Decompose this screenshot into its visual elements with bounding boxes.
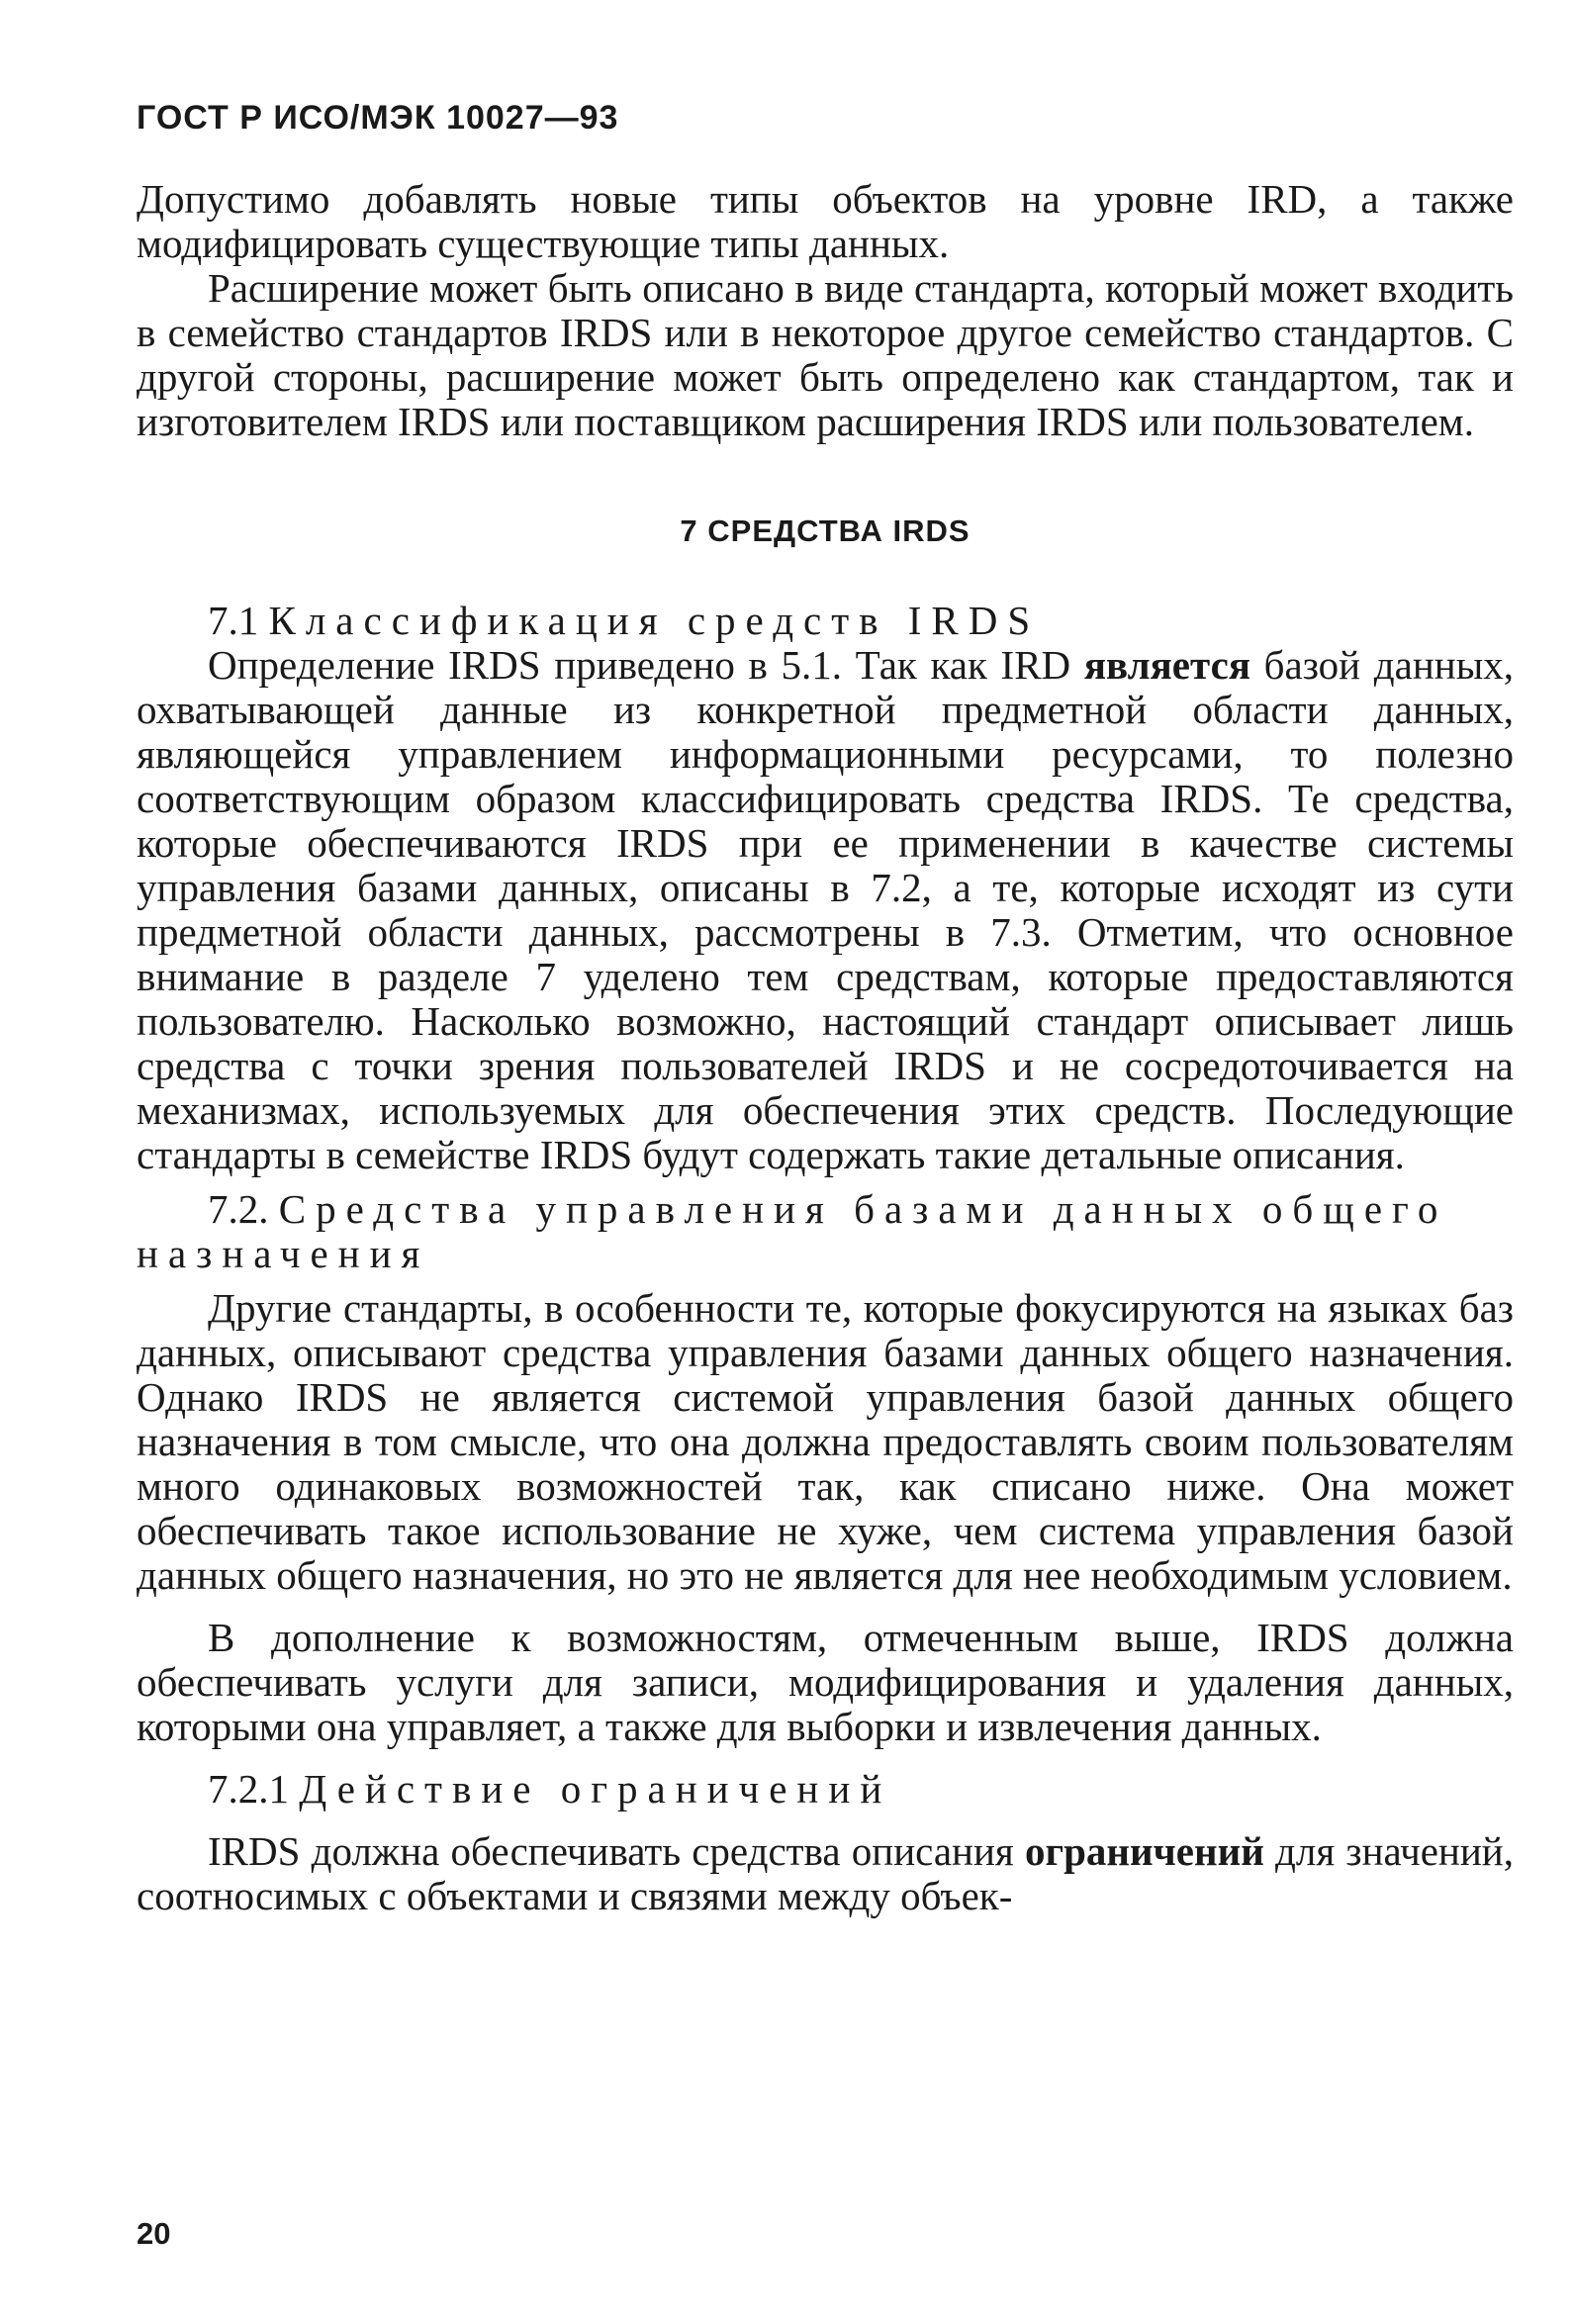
subsection-7-1-heading: [137, 599, 1514, 643]
subsection-7-2-paragraph-1: Другие стандарты, в особенности те, которые фокусируются на языках баз данных, описывают средства управления базами данных общего назначения. Однако IRDS не является системой управления базой данных общего назначения в том смысле, что она должна предоставлять своим пользователям много одинаковых возможностей так, как списано ниже. Она может обеспечивать такое использование не хуже, чем система управления базой данных общего назначения, но это не является для нее необходимым условием.: [137, 1285, 1514, 1598]
subsection-7-2-1-heading: [137, 1767, 1514, 1812]
subsection-7-2-1-number: 7.2.1: [208, 1766, 289, 1812]
page-number: 20: [137, 2216, 171, 2251]
subsection-7-2-title: Средства управления базами данных общего назначения: [137, 1186, 1448, 1276]
subsection-7-2-heading: [137, 1187, 1514, 1276]
subsection-7-2-1-paragraph: [137, 1829, 1514, 1918]
intro-paragraph-1: Допустимо добавлять новые типы объектов на уровне IRD, а также модифицировать существующие типы данных.: [137, 176, 1514, 266]
para-7-1-start: Определение IRDS приведено в 5.1. Так как IRD: [208, 642, 1084, 688]
subsection-7-1-number: 7.1: [208, 598, 259, 643]
para-7-1-bold: является: [1083, 642, 1250, 688]
subsection-7-1-paragraph: [137, 643, 1514, 1177]
running-head: ГОСТ Р ИСО/МЭК 10027—93: [137, 99, 619, 137]
document-page: [137, 99, 1514, 1918]
subsection-7-1-title: Классификация средств IRDS: [268, 598, 1041, 643]
para-7-1-rest: базой данных, охватывающей данные из конкретной предметной области данных, являющейся управлением информационными ресурсами, то полезно соответствующим образом классифицировать средства IRDS. Те средства, которые обеспечиваются IRDS при ее применении в качестве системы управления базами данных, описаны в 7.2, а те, которые исходят из сути предметной области данных, рассмотрены в 7.3. Отметим, что основное внимание в разделе 7 уделено тем средствам, которые предоставляются пользователю. Насколько возможно, настоящий стандарт описывает лишь средства с точки зрения пользователей IRDS и не сосредоточивается на механизмах, используемых для обеспечения этих средств. Последующие стандарты в семействе IRDS будут содержать такие детальные описания.: [137, 642, 1514, 1177]
subsection-7-2-paragraph-2: В дополнение к возможностям, отмеченным выше, IRDS должна обеспечивать услуги для записи, модифицирования и удаления данных, которыми она управляет, а также для выборки и извлечения данных.: [137, 1615, 1514, 1749]
section-7-heading: 7 СРЕДСТВА IRDS: [680, 513, 971, 548]
para-7-2-1-start: IRDS должна обеспечивать средства описания: [208, 1828, 1025, 1874]
subsection-7-2-number: 7.2.: [208, 1186, 269, 1232]
para-7-2-1-rest: для значений, соотносимых с объектами и связями между объек-: [137, 1828, 1514, 1918]
intro-paragraph-2: Расширение может быть описано в виде стандарта, который может входить в семейство стандартов IRDS или в некоторое другое семейство стандартов. С другой стороны, расширение может быть определено как стандартом, так и изготовителем IRDS или поставщиком расширения IRDS или пользователем.: [137, 265, 1514, 444]
subsection-7-2-1-title: Действие ограничений: [299, 1766, 892, 1812]
para-7-2-1-bold: ограничений: [1024, 1828, 1264, 1874]
